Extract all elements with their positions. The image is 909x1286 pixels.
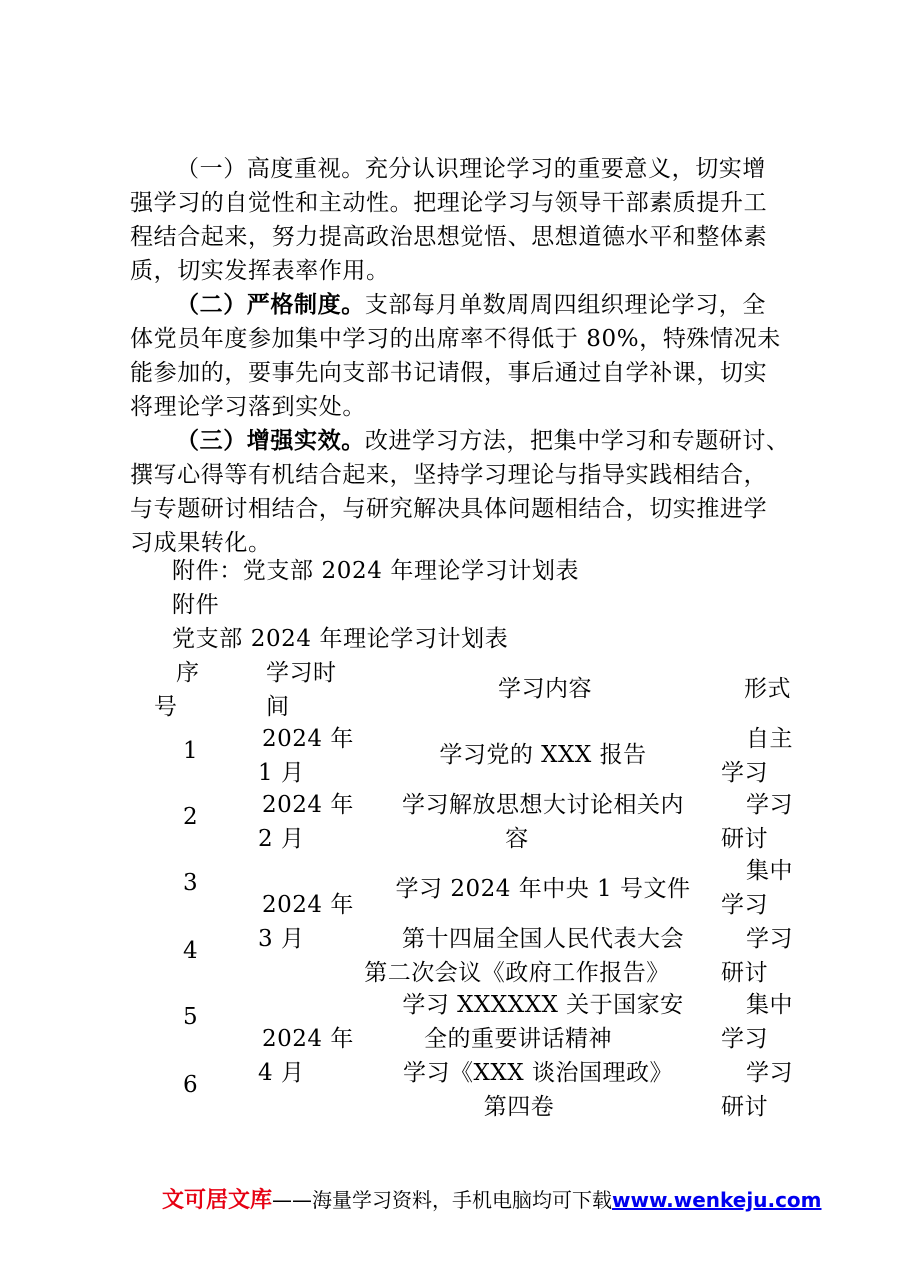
paragraph-2-line-2: 体党员年度参加集中学习的出席率不得低于 80%，特殊情况未 [130, 326, 781, 352]
footer-brand: 文可居文库 [162, 1188, 273, 1213]
header-time-line-1: 学习时 [266, 660, 337, 686]
table-title: 党支部 2024 年理论学习计划表 [172, 626, 509, 652]
row-6-content-line-2: 第四卷 [483, 1094, 555, 1120]
paragraph-2-line-3: 能参加的，要事先向支部书记请假，事后通过自学补课，切实 [130, 360, 768, 386]
paragraph-1-line-1: 充分认识理论学习的重要意义，切实增 [364, 156, 767, 182]
row-2-content-line-1: 学习解放思想大讨论相关内 [402, 792, 684, 818]
row-1-form-line-2: 学习 [721, 760, 768, 786]
paragraph-1-line-3: 程结合起来，努力提高政治思想觉悟、思想道德水平和整体素 [130, 224, 768, 250]
paragraph-3-line-3: 与专题研讨相结合，与研究解决具体问题相结合，切实推进学 [130, 496, 768, 522]
row-6-seq: 6 [183, 1072, 199, 1098]
paragraph-3-line-1: 改进学习方法，把集中学习和专题研讨、 [364, 428, 790, 454]
row-3-content-line-1: 学习 2024 年中央 1 号文件 [395, 876, 691, 902]
row-6-content-line-1: 学习《XXX 谈治国理政》 [403, 1060, 673, 1086]
footer-banner [162, 1183, 822, 1214]
header-seq-line-1: 序 [176, 660, 200, 686]
paragraph-2-heading: （二）严格制度。 [176, 291, 365, 318]
row-2-time-line-2: 2 月 [258, 826, 305, 852]
merged-time-1-line-1: 2024 年 [262, 892, 354, 918]
paragraph-3-heading: （三）增强实效。 [176, 427, 365, 454]
row-6-form-line-1: 学习 [746, 1060, 793, 1086]
row-2-form-line-2: 研讨 [721, 826, 768, 852]
paragraph-1-line-2: 强学习的自觉性和主动性。把理论学习与领导干部素质提升工 [130, 190, 768, 216]
row-1-form-line-1: 自主 [746, 726, 793, 752]
paragraph-3-line-2: 撰写心得等有机结合起来，坚持学习理论与指导实践相结合， [130, 462, 768, 488]
row-1-time-line-1: 2024 年 [262, 726, 354, 752]
header-seq-line-2: 号 [154, 694, 178, 720]
header-content: 学习内容 [498, 676, 592, 702]
attachment-label: 附件 [172, 592, 220, 618]
row-4-seq: 4 [183, 938, 199, 964]
paragraph-2-line-1: 支部每月单数周周四组织理论学习，全 [364, 292, 767, 318]
row-5-form-line-2: 学习 [721, 1026, 768, 1052]
row-1-time-line-2: 1 月 [258, 760, 305, 786]
footer-text: ——海量学习资料，手机电脑均可下载 [272, 1188, 613, 1212]
merged-time-2-line-2: 4 月 [258, 1060, 305, 1086]
row-1-content-line-1: 学习党的 XXX 报告 [439, 742, 647, 768]
row-3-form-line-2: 学习 [721, 892, 768, 918]
merged-time-2-line-1: 2024 年 [262, 1026, 354, 1052]
row-2-content-line-2: 容 [505, 826, 529, 852]
row-4-content-line-2: 第二次会议《政府工作报告》 [364, 960, 670, 986]
row-4-form-line-2: 研讨 [721, 960, 768, 986]
row-5-content-line-2: 全的重要讲话精神 [424, 1026, 612, 1052]
row-5-seq: 5 [183, 1004, 199, 1030]
paragraph-1-heading: （一）高度重视。 [176, 156, 365, 182]
row-2-seq: 2 [183, 804, 199, 830]
attachment-note: 附件：党支部 2024 年理论学习计划表 [172, 558, 580, 584]
header-form: 形式 [744, 676, 791, 702]
row-4-content-line-1: 第十四届全国人民代表大会 [402, 926, 684, 952]
paragraph-3-line-4: 习成果转化。 [130, 530, 272, 556]
row-4-form-line-1: 学习 [746, 926, 793, 952]
footer-link[interactable]: www.wenkeju.com [612, 1188, 822, 1212]
row-1-seq: 1 [183, 738, 199, 764]
row-5-content-line-1: 学习 XXXXXX 关于国家安 [402, 992, 684, 1018]
row-2-time-line-1: 2024 年 [262, 792, 354, 818]
row-2-form-line-1: 学习 [746, 792, 793, 818]
header-time-line-2: 间 [266, 694, 290, 720]
row-3-form-line-1: 集中 [746, 858, 793, 884]
paragraph-2-line-4: 将理论学习落到实处。 [130, 394, 366, 420]
row-3-seq: 3 [183, 870, 199, 896]
row-5-form-line-1: 集中 [746, 992, 793, 1018]
paragraph-1-line-4: 质，切实发挥表率作用。 [130, 258, 390, 284]
merged-time-1-line-2: 3 月 [258, 926, 305, 952]
row-6-form-line-2: 研讨 [721, 1094, 768, 1120]
